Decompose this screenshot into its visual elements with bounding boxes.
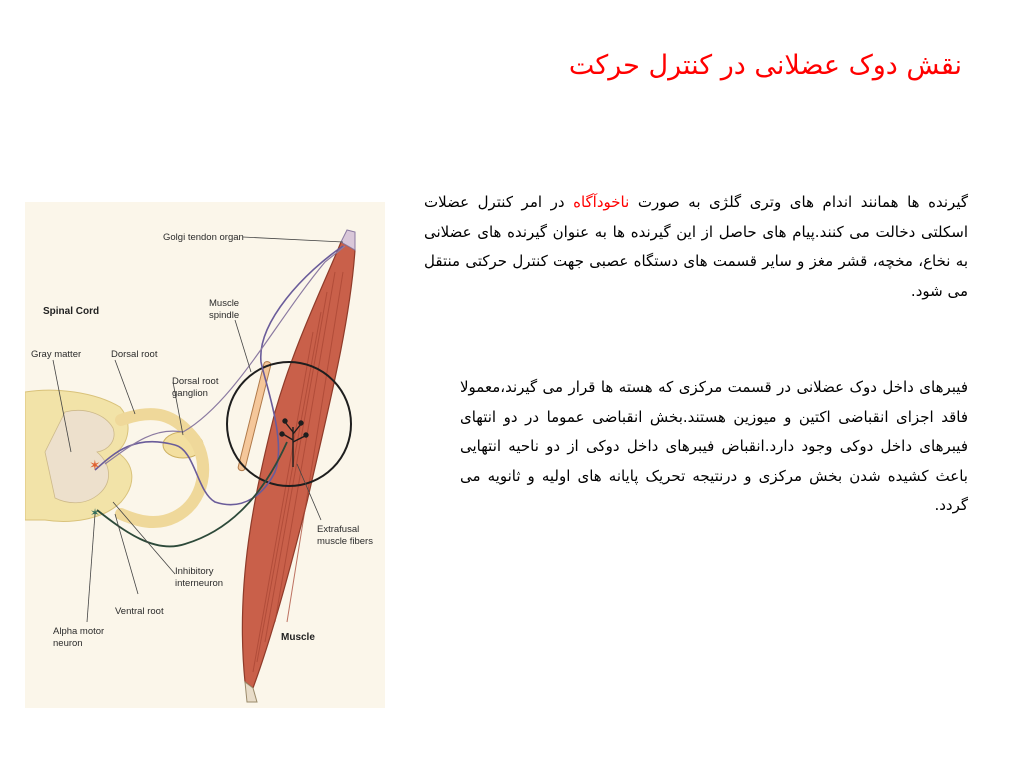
label-spinal-cord: Spinal Cord (43, 306, 100, 317)
highlight-unconscious: ناخودآگاه (573, 193, 630, 211)
muscle-spindle-figure (25, 202, 385, 708)
label-inhibitory-line2: interneuron (175, 578, 224, 589)
spindle-diagram (25, 202, 385, 708)
paragraph-receptors (424, 188, 968, 306)
label-ventral-root: Ventral root (115, 606, 164, 617)
slide-title: نقش دوک عضلانی در کنترل حرکت (568, 50, 962, 81)
label-inhibitory-line1: Inhibitory (175, 566, 214, 577)
label-dorsal-root-ganglion-line1: Dorsal root (172, 376, 219, 387)
muscle-belly (242, 242, 355, 688)
interneuron-star: ✶ (89, 458, 101, 474)
label-dorsal-root: Dorsal root (111, 349, 158, 360)
label-muscle-spindle-line2: spindle (209, 310, 240, 321)
label-alpha-motor-line1: Alpha motor (53, 626, 105, 637)
label-dorsal-root-ganglion-line2: ganglion (172, 388, 208, 399)
spinal-nerve (121, 414, 203, 522)
label-alpha-motor-line2: neuron (53, 638, 83, 649)
label-golgi-tendon-organ: Golgi tendon organ (163, 232, 244, 243)
motor-neuron-star: ✶ (90, 506, 101, 520)
paragraph-receptors-after: در امر کنترل عضلات اسکلتی دخالت می کنند.پیام های حاصل از این گیرنده ها به عنوان گیرنده های عضلانی به نخاع، مخچه، قشر مغز و سایر قسمت های دستگاه عصبی جهت کنترل حرکتی منتقل می شود. (424, 193, 968, 300)
label-muscle: Muscle (281, 632, 315, 643)
label-muscle-spindle-line1: Muscle (209, 298, 240, 309)
label-extrafusal-line2: muscle fibers (317, 536, 373, 547)
paragraph-receptors-before: گیرنده ها همانند اندام های وتری گلژی به صورت (629, 193, 968, 211)
label-gray-matter: Gray matter (31, 349, 82, 360)
label-extrafusal-line1: Extrafusal (317, 524, 360, 535)
paragraph-intrafusal-fibers: فیبرهای داخل دوک عضلانی در قسمت مرکزی که هسته ها قرار می گیرند،معمولا فاقد اجزای انقباضی اکتین و میوزین هستند.بخش انقباضی عموما در دو انتهای فیبرهای داخل دوکی وجود دارد.انقباض فیبرهای داخل دوکی از دو ناحیه انتهایی باعث کشیده شدن بخش مرکزی و درنتیجه تحریک پایانه های اولیه و ثانویه می گردد. (460, 378, 968, 514)
